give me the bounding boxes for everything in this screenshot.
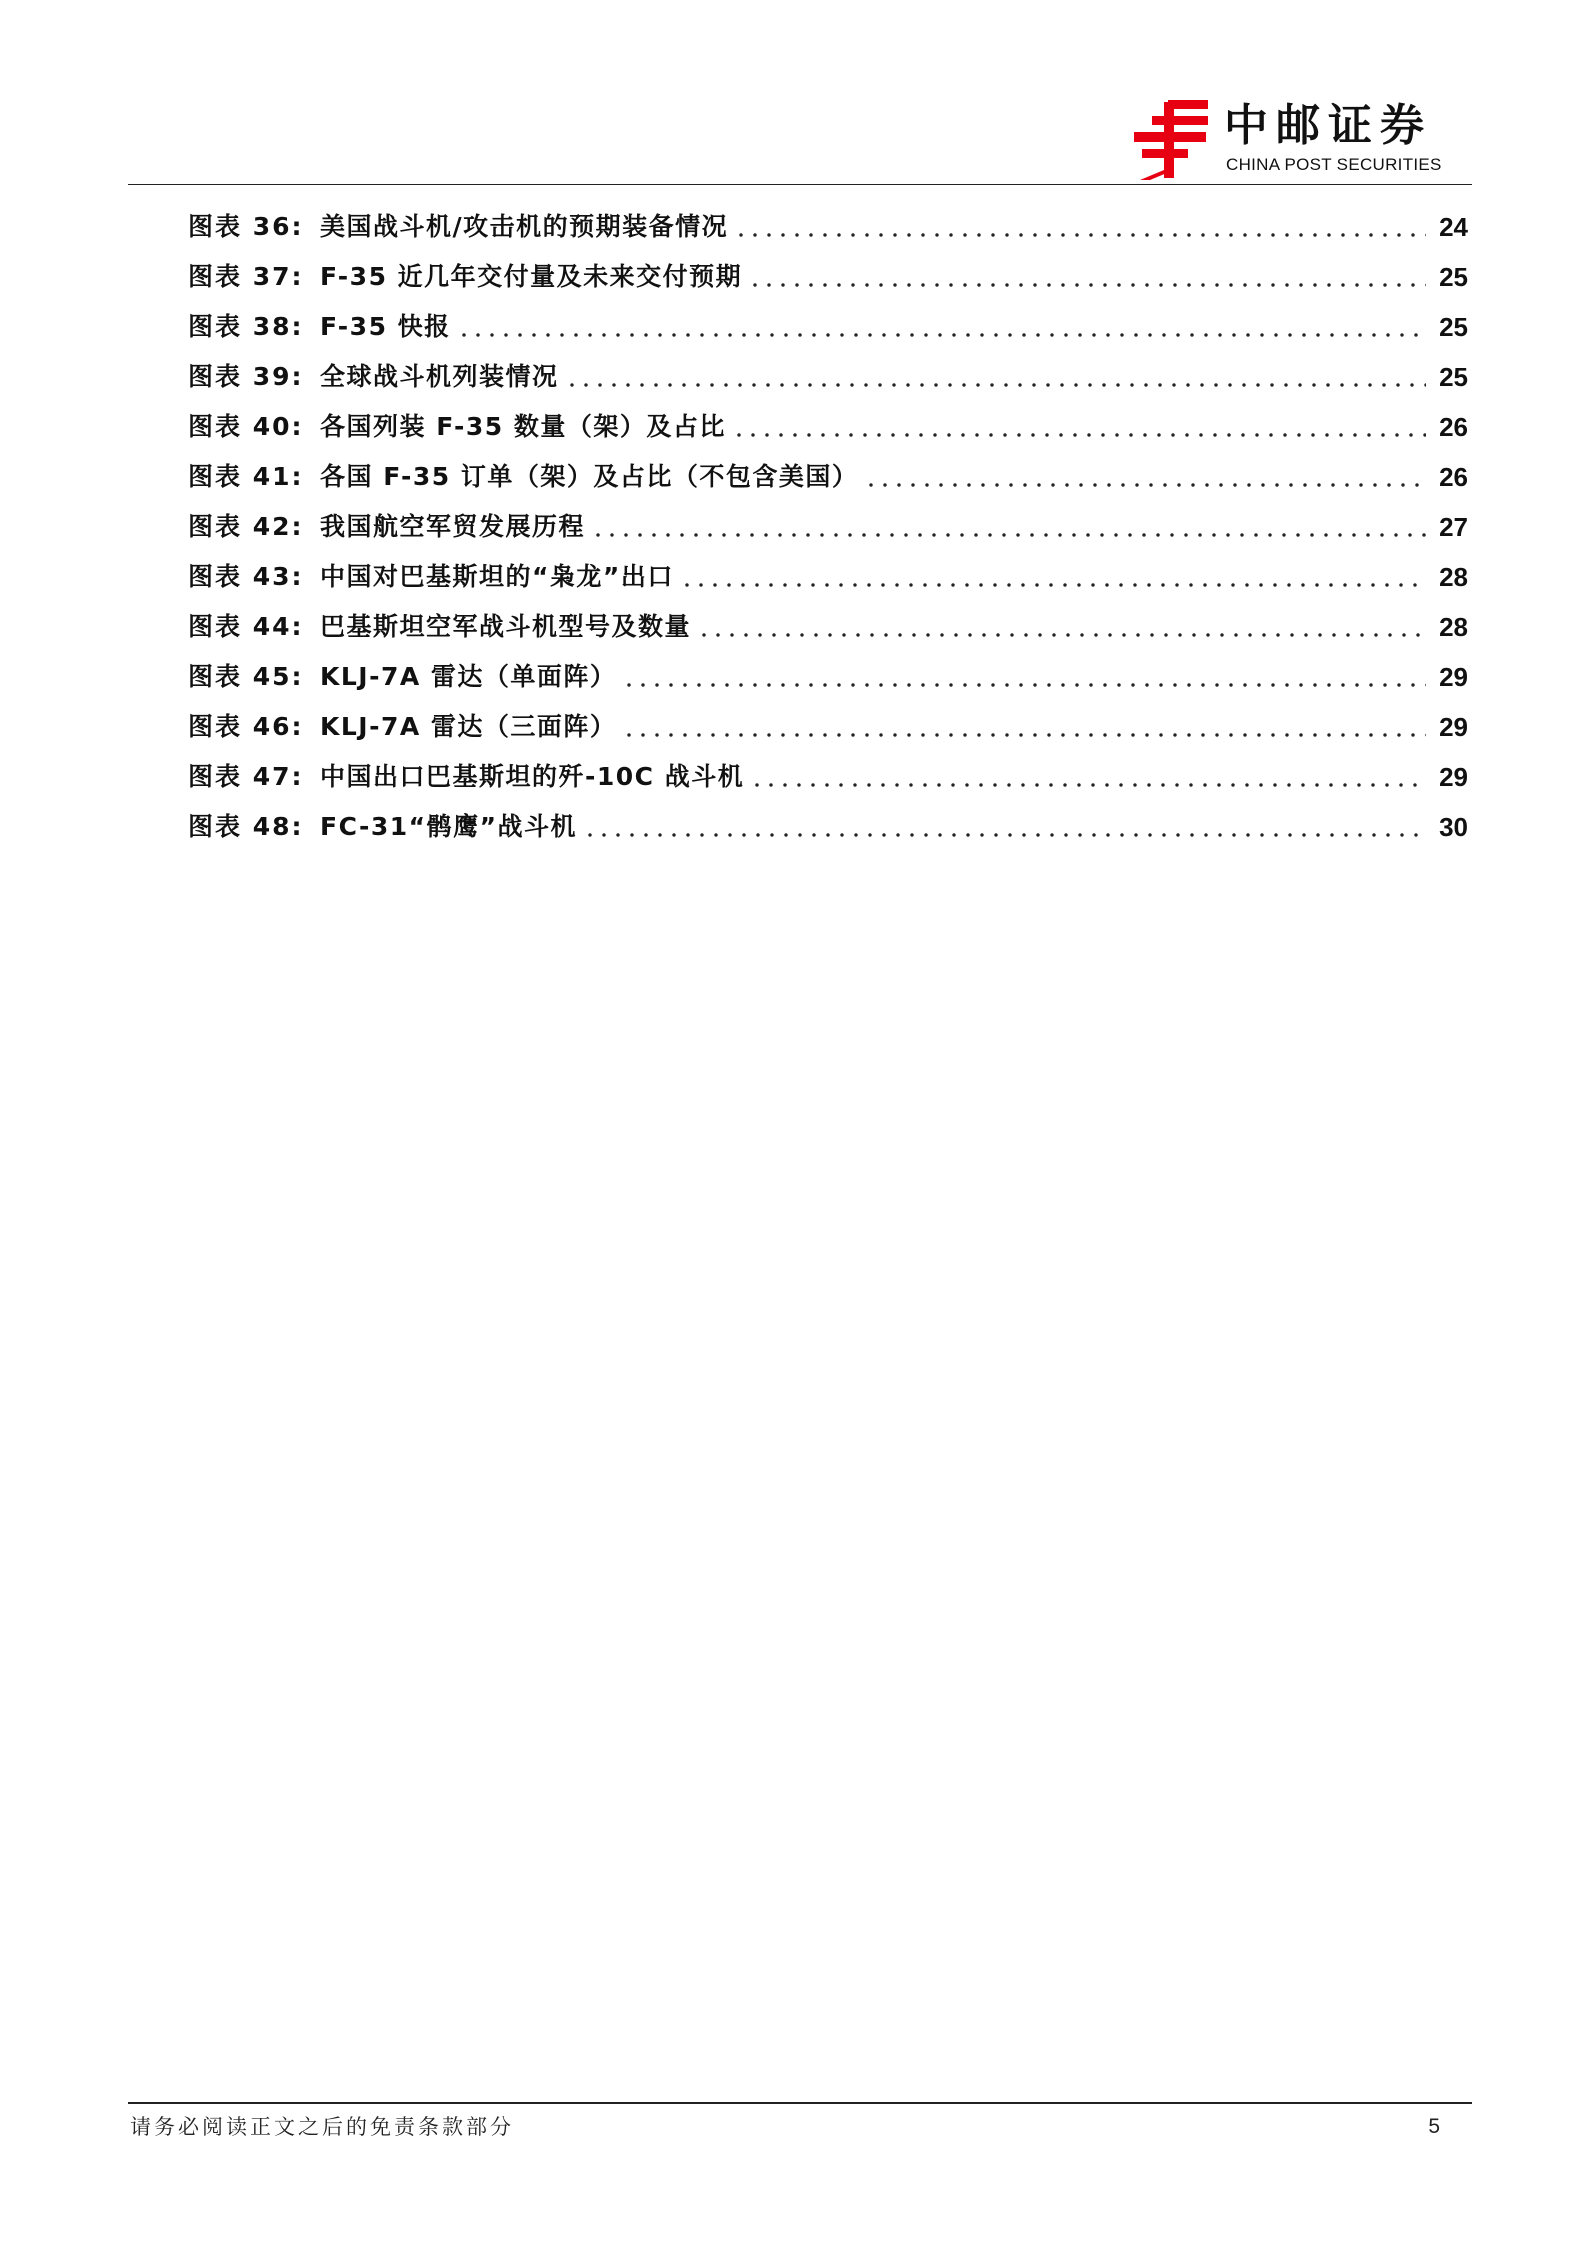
toc-entry-label: 图表 37: xyxy=(188,262,304,291)
toc-entry[interactable] xyxy=(188,752,1468,802)
toc-entry-label: 图表 43: xyxy=(188,562,304,591)
toc-entry-label: 图表 47: xyxy=(188,762,304,791)
toc-entry-page: 24 xyxy=(1439,212,1468,242)
toc-entry-title: 各国列装 F-35 数量（架）及占比 xyxy=(320,412,726,441)
footer-divider xyxy=(128,2102,1472,2104)
toc-entry-title: FC-31“鹘鹰”战斗机 xyxy=(320,812,578,841)
toc-entry-title: 美国战斗机/攻击机的预期装备情况 xyxy=(320,212,729,241)
logo-chinese-name: 中邮证券 xyxy=(1224,100,1432,151)
toc-entry-page: 30 xyxy=(1439,812,1468,842)
toc-entry-label: 图表 45: xyxy=(188,662,304,691)
toc-dot-leader xyxy=(680,583,1426,587)
toc-entry[interactable] xyxy=(188,502,1468,552)
toc-entry-label: 图表 38: xyxy=(188,312,304,341)
toc-entry-label: 图表 42: xyxy=(188,512,304,541)
toc-entry-title: F-35 快报 xyxy=(320,312,451,341)
toc-dot-leader xyxy=(622,683,1426,687)
toc-entry[interactable] xyxy=(188,802,1468,852)
toc-entry-label: 图表 44: xyxy=(188,612,304,641)
toc-entry-page: 25 xyxy=(1439,362,1468,392)
toc-entry[interactable] xyxy=(188,352,1468,402)
disclaimer-note: 请务必阅读正文之后的免责条款部分 xyxy=(130,2115,514,2139)
figure-index-list xyxy=(188,202,1468,852)
toc-entry[interactable] xyxy=(188,302,1468,352)
toc-entry-page: 28 xyxy=(1439,612,1468,642)
toc-entry-page: 29 xyxy=(1439,762,1468,792)
toc-entry[interactable] xyxy=(188,452,1468,502)
toc-entry-title: 中国出口巴基斯坦的歼-10C 战斗机 xyxy=(320,762,745,791)
toc-entry-page: 25 xyxy=(1439,312,1468,342)
toc-entry-title: 中国对巴基斯坦的“枭龙”出口 xyxy=(320,562,674,591)
toc-entry-page: 25 xyxy=(1439,262,1468,292)
toc-entry-page: 26 xyxy=(1439,462,1468,492)
toc-entry-label: 图表 36: xyxy=(188,212,304,241)
toc-dot-leader xyxy=(591,533,1426,537)
toc-entry-title: 各国 F-35 订单（架）及占比（不包含美国） xyxy=(320,462,859,491)
toc-entry[interactable] xyxy=(188,402,1468,452)
toc-dot-leader xyxy=(864,483,1426,487)
toc-entry-page: 27 xyxy=(1439,512,1468,542)
company-logo xyxy=(1128,96,1468,182)
toc-entry-label: 图表 39: xyxy=(188,362,304,391)
toc-entry-label: 图表 40: xyxy=(188,412,304,441)
toc-entry[interactable] xyxy=(188,252,1468,302)
toc-entry-title: KLJ-7A 雷达（三面阵） xyxy=(320,712,617,741)
toc-entry-title: KLJ-7A 雷达（单面阵） xyxy=(320,662,617,691)
toc-entry-title: 全球战斗机列装情况 xyxy=(320,362,559,391)
logo-english-name: CHINA POST SECURITIES xyxy=(1226,155,1442,174)
toc-entry-title: F-35 近几年交付量及未来交付预期 xyxy=(320,262,743,291)
toc-entry-page: 26 xyxy=(1439,412,1468,442)
china-post-logo-icon xyxy=(1128,96,1212,182)
toc-entry-page: 28 xyxy=(1439,562,1468,592)
toc-entry-page: 29 xyxy=(1439,712,1468,742)
toc-dot-leader xyxy=(750,783,1426,787)
toc-dot-leader xyxy=(732,433,1426,437)
toc-dot-leader xyxy=(583,833,1426,837)
toc-entry-label: 图表 46: xyxy=(188,712,304,741)
toc-entry-label: 图表 41: xyxy=(188,462,304,491)
toc-entry-page: 29 xyxy=(1439,662,1468,692)
toc-dot-leader xyxy=(622,733,1426,737)
toc-dot-leader xyxy=(748,283,1426,287)
toc-entry-label: 图表 48: xyxy=(188,812,304,841)
toc-dot-leader xyxy=(565,383,1426,387)
toc-entry[interactable] xyxy=(188,552,1468,602)
toc-entry-title: 我国航空军贸发展历程 xyxy=(320,512,586,541)
toc-entry[interactable] xyxy=(188,602,1468,652)
toc-dot-leader xyxy=(457,333,1426,337)
toc-dot-leader xyxy=(697,633,1426,637)
header-divider xyxy=(128,184,1472,185)
toc-entry[interactable] xyxy=(188,702,1468,752)
page-number: 5 xyxy=(1428,2115,1440,2138)
toc-dot-leader xyxy=(734,233,1426,237)
toc-entry[interactable] xyxy=(188,652,1468,702)
toc-entry-title: 巴基斯坦空军战斗机型号及数量 xyxy=(320,612,692,641)
toc-entry[interactable] xyxy=(188,202,1468,252)
